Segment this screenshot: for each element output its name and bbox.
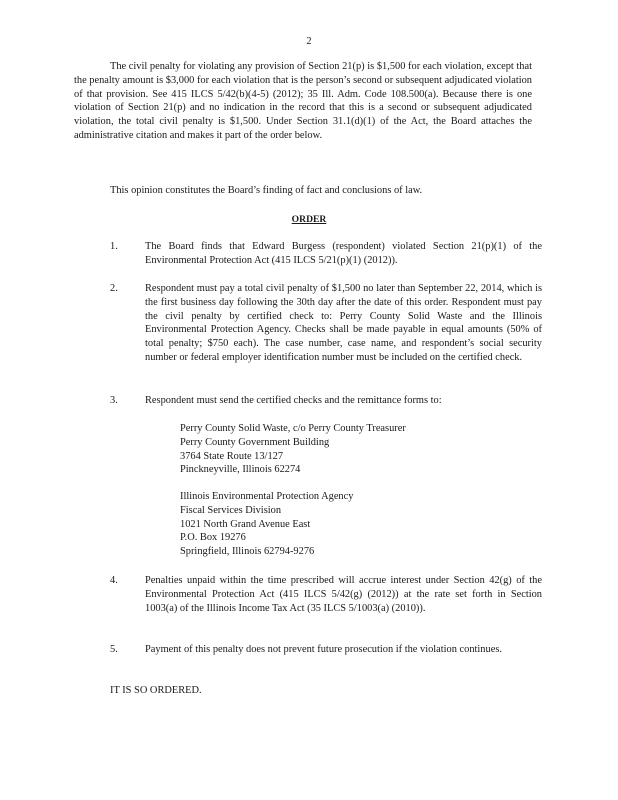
item-number: 3. — [110, 395, 118, 406]
address-line: 1021 North Grand Avenue East — [180, 518, 311, 530]
address-line: Fiscal Services Division — [180, 504, 282, 516]
address-line: Illinois Environmental Protection Agency — [180, 491, 354, 502]
address-line: Pinckneyville, Illinois 62274 — [180, 464, 301, 476]
findings-paragraph: This opinion constitutes the Board’s finding of fact and conclusions of law. — [110, 185, 423, 196]
order-item-2 — [110, 282, 542, 365]
item-text: Payment of this penalty does not prevent future prosecution if the violation continues. — [145, 644, 502, 655]
address-line: Springfield, Illinois 62794-9276 — [180, 546, 315, 558]
order-item-1 — [110, 240, 542, 268]
item-number: 5. — [110, 644, 118, 655]
item-number: 1. — [110, 241, 118, 252]
address-line: 3764 State Route 13/127 — [180, 450, 284, 462]
address-illinois-epa — [180, 490, 500, 559]
order-item-4 — [110, 574, 542, 615]
order-item-3 — [110, 394, 542, 408]
address-line: Perry County Government Building — [180, 436, 330, 448]
address-perry-county — [180, 422, 500, 477]
item-text: Respondent must send the certified checks and the remittance forms to: — [145, 395, 442, 406]
penalty-paragraph: The civil penalty for violating any provision of Section 21(p) is $1,500 for each violation, except that the penalty amount is $3,000 for each violation that is the person’s second or subsequent adjudicated violation of that provision. See 415 ILCS 5/42(b)(4-5) (2012); 35 Ill. Adm. Code 108.500(a). Because there is one violation of Section 21(p) and no indication in the record that this is a second or subsequent adjudicated violation, the total civil penalty is $1,500. Under Section 31.1(d)(1) of the Act, the Board attaches the administrative citation and makes it part of the order below. — [74, 61, 532, 141]
item-number: 4. — [110, 575, 118, 586]
order-item-5 — [110, 643, 542, 657]
closing-statement: IT IS SO ORDERED. — [110, 685, 202, 696]
item-text: The Board finds that Edward Burgess (respondent) violated Section 21(p)(1) of the Environmental Protection Act (415 ILCS 5/21(p)(1) (2012)). — [145, 241, 542, 266]
order-heading: ORDER — [291, 214, 327, 225]
address-line: P.O. Box 19276 — [180, 532, 246, 544]
page-number: 2 — [306, 36, 312, 47]
address-line: Perry County Solid Waste, c/o Perry County Treasurer — [180, 423, 406, 434]
item-number: 2. — [110, 283, 118, 294]
item-text: Penalties unpaid within the time prescribed will accrue interest under Section 42(g) of the Environmental Protection Act (415 ILCS 5/42(g) (2012)) at the rate set forth in Section 1003(a) of the Illinois Income Tax Act (35 ILCS 5/1003(a) (2010)). — [145, 575, 542, 614]
item-text: Respondent must pay a total civil penalty of $1,500 no later than September 22, 2014, which is the first business day following the 30th day after the date of this order. Respondent must pay the civil penalty by certified check to: Perry County Solid Waste and the Illinois Environmental Protection Agency. Checks shall be made payable in equal amounts (50% of total penalty; $750 each). The case number, case name, and respondent’s social security number or federal employer identification number must be included on the certified check. — [145, 283, 542, 363]
